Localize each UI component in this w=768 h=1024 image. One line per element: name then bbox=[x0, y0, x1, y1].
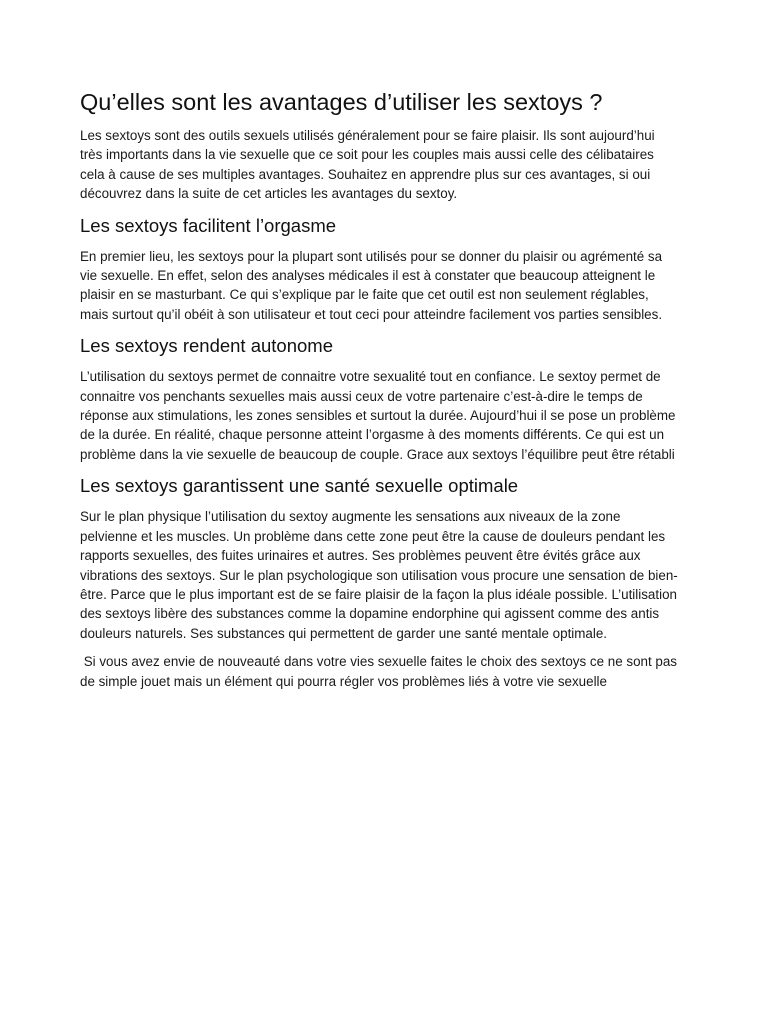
section-paragraph: Sur le plan physique l’utilisation du sextoy augmente les sensations aux niveaux de la zone pelvienne et les muscles. Un problème dans cette zone peut être la cause de douleurs pendant les rapports sexuelles, des fuites urinaires et autres. Ses problèmes peuvent être évités grâce aux vibrations des sextoys. Sur le plan psychologique son utilisation vous procure une sensation de bien-être. Parce que le plus important est de se faire plaisir de la façon la plus idéale possible. L’utilisation des sextoys libère des substances comme la dopamine endorphine qui agissent comme des antis douleurs naturels. Ses substances qui permettent de garder une santé mentale optimale. bbox=[80, 509, 678, 641]
document-page bbox=[80, 86, 680, 700]
intro-paragraph: Les sextoys sont des outils sexuels utilisés généralement pour se faire plaisir. Ils sont aujourd’hui très importants dans la vie sexuelle que ce soit pour les couples mais aussi celle des célibataires cela à cause de ses multiples avantages. Souhaitez en apprendre plus sur ces avantages, si oui découvrez dans la suite de cet articles les avantages du sextoy. bbox=[80, 128, 655, 202]
section-heading: Les sextoys facilitent l’orgasme bbox=[80, 214, 337, 236]
section-heading: Les sextoys garantissent une santé sexuelle optimale bbox=[80, 475, 519, 497]
section-orgasme bbox=[80, 213, 680, 325]
section-paragraph: En premier lieu, les sextoys pour la plupart sont utilisés pour se donner du plaisir ou agrémenté sa vie sexuelle. En effet, selon des analyses médicales il est à constater que beaucoup atteignent le plaisir en se masturbant. Ce qui s’explique par le faite que cet outil est non seulement réglables, mais surtout qu’il obéit à son utilisateur et tout ceci pour atteindre facilement vos parties sensibles. bbox=[80, 248, 663, 322]
section-sante bbox=[80, 473, 680, 643]
section-paragraph: L’utilisation du sextoys permet de connaitre votre sexualité tout en confiance. Le sextoy permet de connaitre vos penchants sexuelles mais aussi ceux de votre partenaire c’est-à-dire le temps de réponse aux stimulations, les zones sensibles et surtout la durée. Aujourd’hui il se pose un problème de la durée. En réalité, chaque personne atteint l’orgasme à des moments différents. Ce qui est un problème dans la vie sexuelle de beaucoup de couple. Grace aux sextoys l’équilibre peut être rétabli bbox=[80, 369, 676, 462]
conclusion-paragraph: Si vous avez envie de nouveauté dans votre vies sexuelle faites le choix des sextoys ce ne sont pas de simple jouet mais un élément qui pourra régler vos problèmes liés à votre vie sexuelle bbox=[80, 654, 681, 689]
document-title: Qu’elles sont les avantages d’utiliser les sextoys ? bbox=[80, 89, 603, 115]
section-autonome bbox=[80, 333, 680, 464]
section-heading: Les sextoys rendent autonome bbox=[80, 335, 333, 357]
